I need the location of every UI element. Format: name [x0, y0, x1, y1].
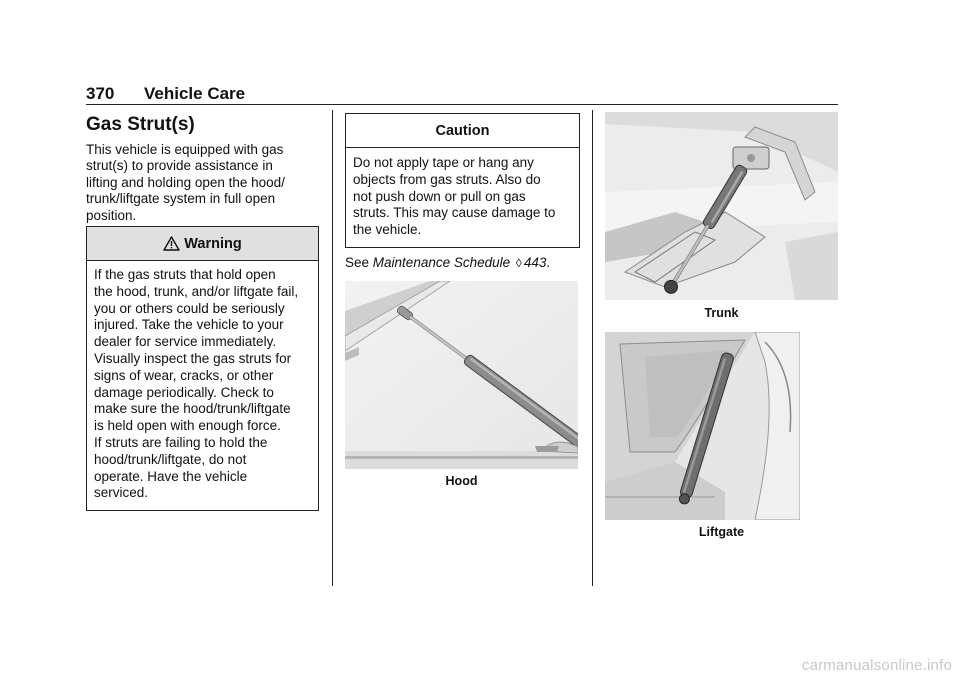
warning-triangle-icon: [163, 236, 180, 251]
intro-paragraph: This vehicle is equipped with gas strut(s) to provide assistance in lifting and holding open the hood/ trunk/liftgate system in full open position.: [86, 142, 285, 223]
warning-box: [86, 226, 319, 511]
trunk-illustration: [605, 112, 838, 300]
caution-title: Caution: [435, 122, 490, 139]
warning-body: If the gas struts that hold open the hood, trunk, and/or liftgate fail, you or others could be seriously injured. Take the vehicle to your dealer for service immediately. Visually inspect the gas struts for signs of wear, cracks, or other damage periodically. Check to make sure the hood/trunk/liftgate is held open with enough force. If struts are failing to hold the hood/trunk/liftgate, do not operate. Have the vehicle serviced.: [94, 267, 299, 501]
page-reference-icon: ◊: [515, 256, 522, 270]
trunk-caption: Trunk: [704, 306, 739, 320]
hood-caption: Hood: [445, 474, 478, 488]
see-also-reference: [345, 255, 550, 270]
liftgate-illustration: [605, 332, 800, 520]
hood-illustration: [345, 281, 578, 469]
column-divider-1: [332, 110, 333, 586]
maintenance-schedule-link[interactable]: Maintenance Schedule: [372, 255, 511, 270]
see-also-prefix: See: [345, 255, 370, 270]
column-divider-2: [592, 110, 593, 586]
caution-body: Do not apply tape or hang any objects from gas struts. Also do not push down or pull on gas struts. This may cause damage to the vehicle.: [353, 155, 556, 238]
section-title: Vehicle Care: [144, 84, 246, 103]
warning-title: Warning: [184, 235, 242, 252]
section-heading: Gas Strut(s): [86, 114, 195, 135]
page-header: [86, 84, 838, 105]
column-left: [86, 112, 320, 224]
liftgate-caption: Liftgate: [698, 525, 745, 539]
warning-header: [87, 227, 318, 261]
see-also-suffix: .: [546, 255, 551, 270]
page-number: 370: [86, 84, 115, 103]
caution-box: [345, 113, 580, 248]
page-reference-number[interactable]: 443: [523, 255, 547, 270]
watermark: carmanualsonline.info: [801, 657, 952, 674]
caution-header: [346, 114, 579, 148]
